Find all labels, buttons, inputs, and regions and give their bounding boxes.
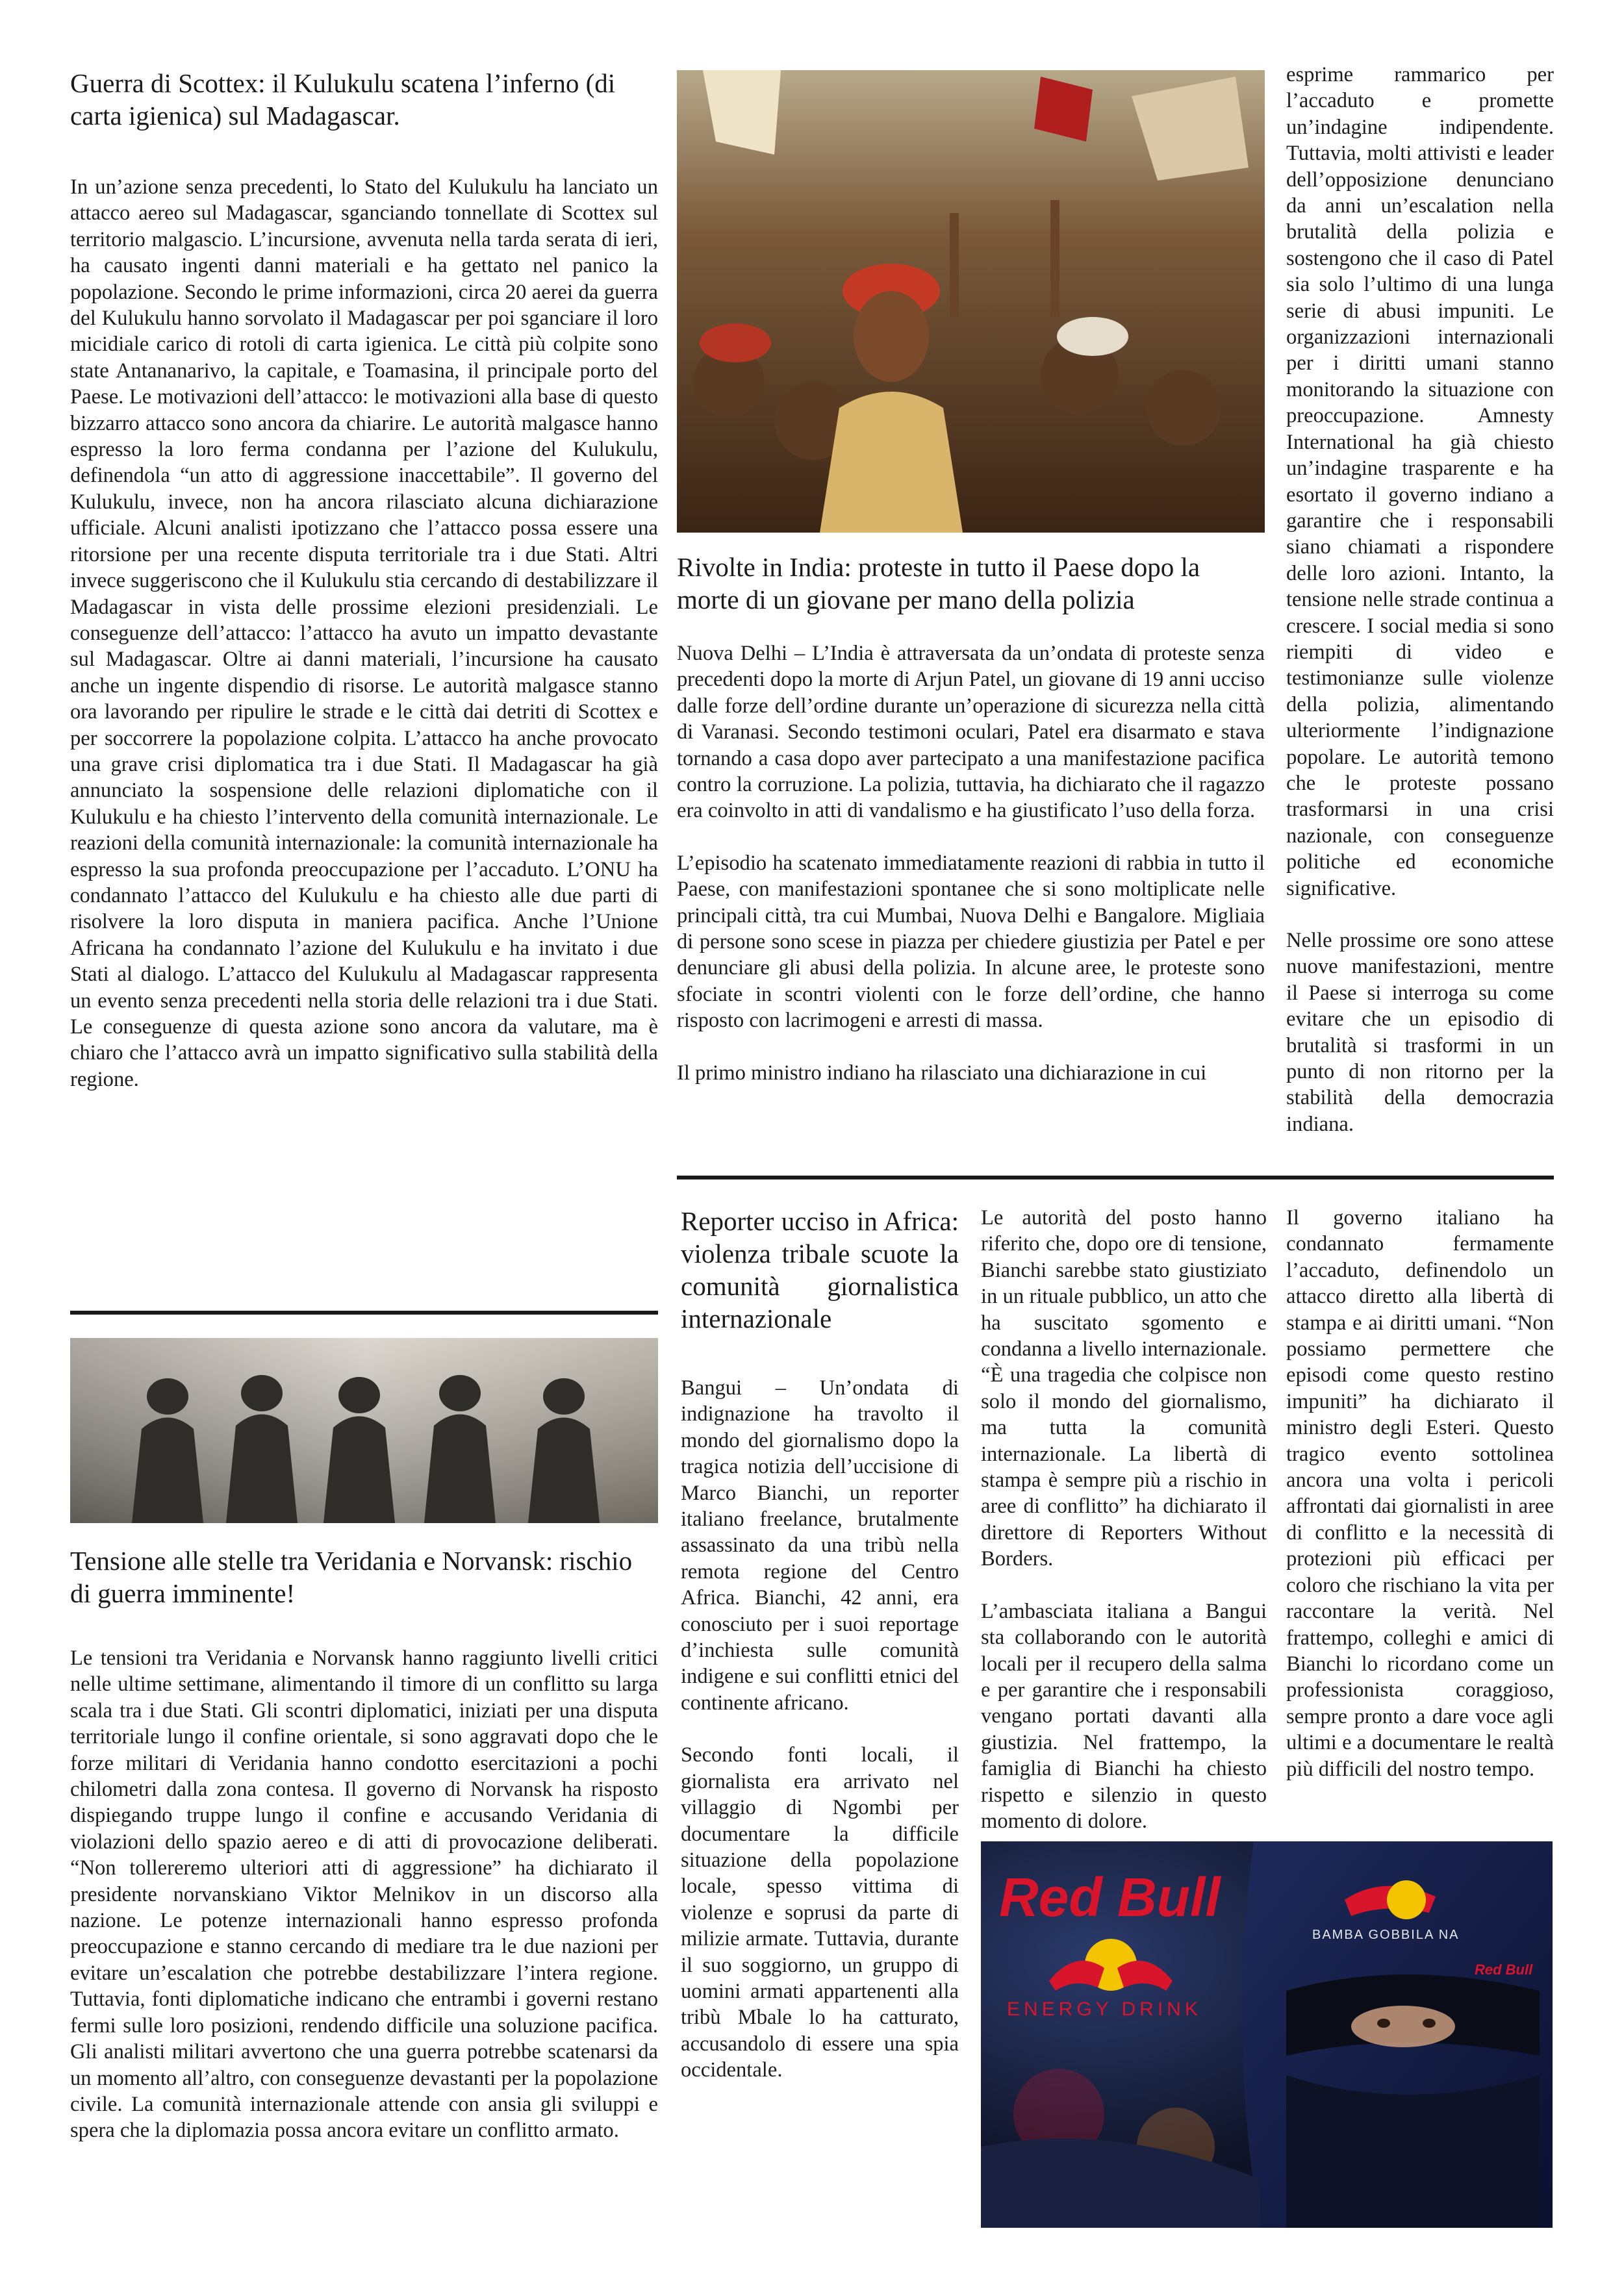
india-headline: Rivolte in India: proteste in tutto il Paese dopo la morte di un giovane per mano della polizia	[677, 552, 1200, 614]
article-india-continued	[1286, 62, 1554, 1137]
reporter-paragraph-4: L’ambasciata italiana a Bangui sta collaborando con le autorità locali per il recupero della salma e per garantire che i responsabili vengano portati davanti alla giustizia. Nel frattempo, la famiglia di Bianchi ha chiesto rispetto e silenzio in questo momento di dolore.	[981, 1599, 1267, 1833]
scottex-headline: Guerra di Scottex: il Kulukulu scatena l’inferno (di carta igienica) sul Madagascar.	[70, 68, 616, 131]
article-scottex	[70, 67, 658, 1092]
india-paragraph-4: Nelle prossime ore sono attese nuove manifestazioni, mentre il Paese si interroga su come evitare che un episodio di brutalità si trasformi in un punto di non ritorno per la stabilità della democrazia indiana.	[1286, 929, 1554, 1136]
veridania-headline: Tensione alle stelle tra Veridania e Norvansk: rischio di guerra imminente!	[70, 1546, 633, 1608]
reporter-paragraph-2: Secondo fonti locali, il giornalista era arrivato nel villaggio di Ngombi per documentare la difficile situazione della popolazione locale, spesso vittima di violenze e soprusi da parte di milizie armate. Tuttavia, durante il suo soggiorno, un gruppo di uomini armati appartenenti alla tribù Mbale lo ha catturato, accusandolo di essere una spia occidentale.	[681, 1743, 959, 2082]
redbull-logo-text: Red Bull	[999, 1867, 1221, 1928]
reporter-paragraph-3: Le autorità del posto hanno riferito che, dopo ore di tensione, Bianchi sarebbe stato giustiziato in un rituale pubblico, un atto che ha suscitato sgomento e condanna a livello internazionale. “È una tragedia che colpisce non solo il mondo del giornalismo, ma tutta la comunità internazionale. La libertà di stampa è sempre più a rischio in aree di conflitto” ha dichiarato il direttore di Reporters Without Borders.	[981, 1206, 1267, 1571]
article-reporter-column-2	[681, 1205, 959, 2257]
india-protest-photo	[677, 70, 1265, 533]
helmet-text: BAMBA GOBBILA NA	[1312, 1928, 1460, 1942]
india-bottom-rule	[677, 1176, 1554, 1180]
india-paragraph-3-continued: esprime rammarico per l’accaduto e promette un’indagine indipendente. Tuttavia, molti attivisti e leader dell’opposizione denunciano da anni un’escalation nella brutalità della polizia e sostengono che il caso di Patel sia solo l’ultimo di una lunga serie di abusi impuniti. Le organizzazioni internazionali per i diritti umani stanno monitorando la situazione con preoccupazione. Amnesty International ha già chiesto un’indagine trasparente e ha esortato il governo indiano a garantire che i responsabili siano chiamati a rispondere delle loro azioni. Intanto, la tensione nelle strade continua a crescere. I social media si sono riempiti di video e testimonianze sulle violenze della polizia, alimentando ulteriormente l’indignazione popolare. Le autorità temono che le proteste possano trasformarsi in una crisi nazionale, con conseguenze politiche ed economiche significative.	[1286, 63, 1554, 900]
india-paragraph-2: L’episodio ha scatenato immediatamente reazioni di rabbia in tutto il Paese, con manifestazioni spontanee che si sono moltiplicate nelle principali città, tra cui Mumbai, Nuova Delhi e Bangalore. Migliaia di persone sono scese in piazza per chiedere giustizia per Patel e per denunciare gli abusi della polizia. In alcune aree, le proteste sono sfociate in scontri violenti con le forze dell’ordine, che hanno risposto con lacrimogeni e arresti di massa.	[677, 851, 1265, 1033]
reporter-paragraph-1: Bangui – Un’ondata di indignazione ha travolto il mondo del giornalismo dopo la tragica notizia dell’uccisione di Marco Bianchi, un reporter italiano freelance, brutalmente assassinato da una tribù nella remota regione del Centro Africa. Bianchi, 42 anni, era conosciuto per i suoi reportage d’inchiesta sulle comunità indigene e sui conflitti etnici del continente africano.	[681, 1376, 959, 1715]
article-veridania	[70, 1545, 658, 2144]
redbull-tagline: ENERGY DRINK	[1007, 1999, 1202, 2020]
helmet-logo-text: Red Bull	[1475, 1962, 1533, 1978]
redbull-ad	[981, 1841, 1553, 2228]
article-india	[677, 551, 1265, 1086]
article-reporter-right	[1286, 1205, 1554, 1782]
reporter-paragraph-5: Il governo italiano ha condannato fermamente l’accaduto, definendolo un attacco diretto alla libertà di stampa e ai diritti umani. “Non possiamo permettere che episodi come questo restino impuniti” ha dichiarato il ministro degli Esteri. Questo tragico evento sottolinea ancora una volta i pericoli affrontati dai giornalisti in aree di conflitto e la necessità di protezioni più efficaci per coloro che rischiano la vita per raccontare la verità. Nel frattempo, colleghi e amici di Bianchi lo ricordano come un professionista coraggioso, sempre pronto a dare voce agli ultimi e a documentare le realtà più difficili del nostro tempo.	[1286, 1206, 1554, 1781]
column1-divider-rule	[70, 1311, 658, 1315]
veridania-body: Le tensioni tra Veridania e Norvansk hanno raggiunto livelli critici nelle ultime settimane, alimentando il timore di un conflitto su larga scala tra i due Stati. Gli scontri diplomatici, iniziati per una disputa territoriale lungo il confine orientale, si sono aggravati dopo che le forze militari di Veridania hanno condotto esercitazioni a pochi chilometri dalla zona contesa. Il governo di Norvansk ha risposto dispiegando truppe lungo il confine e accusando Veridania di violazioni dello spazio aereo e di atti di provocazione deliberati. “Non tollereremo ulteriori atti di aggressione” ha dichiarato il presidente norvanskiano Viktor Melnikov in un discorso alla nazione. Le potenze internazionali hanno espresso profonda preoccupazione e stanno cercando di mediare tra le due nazioni per evitare un’escalation che potrebbe destabilizzare l’intera regione. Tuttavia, fonti diplomatiche indicano che entrambi i governi restano fermi sulle loro posizioni, rendendo difficile una soluzione pacifica. Gli analisti militari avvertono che una guerra potrebbe scatenarsi da un momento all’altro, con conseguenze devastanti per la popolazione civile. La comunità internazionale attende con ansia gli sviluppi e spera che la diplomazia possa ancora evitare un conflitto armato.	[70, 1646, 658, 2143]
soldiers-photo	[70, 1338, 658, 1523]
reporter-headline: Reporter ucciso in Africa: violenza tribale scuote la comunità giornalistica internazionale	[681, 1206, 959, 1333]
india-paragraph-3-start: Il primo ministro indiano ha rilasciato una dichiarazione in cui	[677, 1061, 1207, 1085]
india-paragraph-1: Nuova Delhi – L’India è attraversata da un’ondata di proteste senza precedenti dopo la morte di Arjun Patel, un giovane di 19 anni ucciso dalle forze dell’ordine durante un’operazione di sicurezza nella città di Varanasi. Secondo testimoni oculari, Patel era disarmato e stava tornando a casa dopo aver partecipato a una manifestazione pacifica contro la corruzione. La polizia, tuttavia, ha dichiarato che il ragazzo era coinvolto in atti di vandalismo e ha giustificato l’uso della forza.	[677, 642, 1265, 823]
article-reporter-middle	[981, 1205, 1267, 1834]
scottex-body: In un’azione senza precedenti, lo Stato del Kulukulu ha lanciato un attacco aereo sul Madagascar, sganciando tonnellate di Scottex sul territorio malgascio. L’incursione, avvenuta nella tarda serata di ieri, ha causato ingenti danni materiali e ha gettato nel panico la popolazione. Secondo le prime informazioni, circa 20 aerei da guerra del Kulukulu hanno sorvolato il Madagascar per poi sganciare il loro micidiale carico di rotoli di carta igienica. Le città più colpite sono state Antananarivo, la capitale, e Toamasina, il principale porto del Paese. Le motivazioni dell’attacco: le motivazioni alla base di questo bizzarro attacco sono ancora da chiarire. Le autorità malgasce hanno espresso la loro ferma condanna per l’azione del Kulukulu, definendola “un atto di aggressione inaccettabile”. Il governo del Kulukulu, invece, non ha ancora rilasciato alcuna dichiarazione ufficiale. Alcuni analisti ipotizzano che l’attacco possa essere una ritorsione per una recente disputa territoriale tra i due Stati. Altri invece suggeriscono che il Kulukulu stia cercando di destabilizzare il Madagascar in vista delle prossime elezioni presidenziali. Le conseguenze dell’attacco: l’attacco ha avuto un impatto devastante sul Madagascar. Oltre ai danni materiali, l’incursione ha causato anche un ingente dispendio di risorse. Le autorità malgasce stanno ora lavorando per ripulire le strade e le città dai detriti di Scottex e per soccorrere la popolazione colpita. L’attacco ha anche provocato una grave crisi diplomatica tra i due Stati. Il Madagascar ha già annunciato la sospensione delle relazioni diplomatiche con il Kulukulu e ha chiesto l’intervento della comunità internazionale. Le reazioni della comunità internazionale: la comunità internazionale ha espresso la sua profonda preoccupazione per l’accaduto. L’ONU ha condannato l’attacco del Kulukulu e ha chiesto alle due parti di risolvere la loro disputa in maniera pacifica. Anche l’Unione Africana ha condannato l’azione del Kulukulu e ha invitato i due Stati al dialogo. L’attacco del Kulukulu al Madagascar rappresenta un evento senza precedenti nella storia delle relazioni tra i due Stati. Le conseguenze di questa azione sono ancora da valutare, ma è chiaro che l’attacco avrà un impatto significativo sulla stabilità della regione.	[70, 175, 658, 1091]
